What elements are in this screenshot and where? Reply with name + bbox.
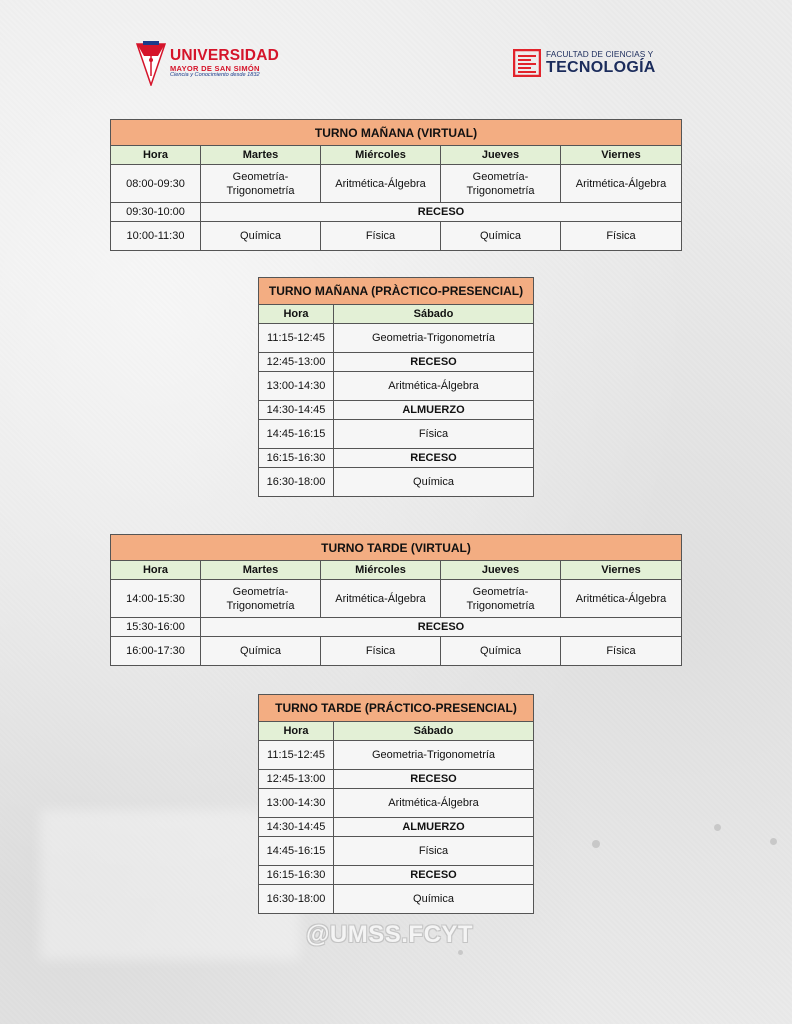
time-cell: 09:30-10:00 bbox=[111, 203, 201, 222]
column-header: Miércoles bbox=[321, 561, 441, 580]
table-row bbox=[259, 866, 534, 885]
decor-dot bbox=[714, 824, 721, 831]
fcyt-top-text: FACULTAD DE CIENCIAS Y bbox=[546, 49, 654, 59]
social-handle: @UMSS.FCYT bbox=[306, 921, 474, 948]
time-cell: 14:00-15:30 bbox=[111, 580, 201, 618]
column-header: Hora bbox=[259, 722, 334, 741]
subject-cell: Física bbox=[334, 420, 534, 449]
morning-virtual-table bbox=[110, 119, 682, 251]
time-cell: 15:30-16:00 bbox=[111, 618, 201, 637]
subject-cell: Geometria-Trigonometría bbox=[334, 324, 534, 353]
time-cell: 11:15-12:45 bbox=[259, 741, 334, 770]
lunch-cell: ALMUERZO bbox=[334, 401, 534, 420]
decor-dot bbox=[458, 950, 463, 955]
table-row bbox=[259, 372, 534, 401]
time-cell: 12:45-13:00 bbox=[259, 353, 334, 372]
column-header: Martes bbox=[201, 561, 321, 580]
break-cell: RECESO bbox=[201, 618, 682, 637]
column-header: Jueves bbox=[441, 561, 561, 580]
table-title: TURNO TARDE (VIRTUAL) bbox=[111, 535, 682, 561]
table-row bbox=[259, 468, 534, 497]
umss-shield-icon bbox=[136, 40, 166, 86]
column-header: Viernes bbox=[561, 146, 682, 165]
break-cell: RECESO bbox=[334, 866, 534, 885]
column-header: Martes bbox=[201, 146, 321, 165]
subject-cell: Geometría-Trigonometría bbox=[441, 580, 561, 618]
column-header: Miércoles bbox=[321, 146, 441, 165]
umss-tagline: Ciencia y Conocimiento desde 1832 bbox=[170, 72, 260, 78]
break-cell: RECESO bbox=[334, 449, 534, 468]
decor-dot bbox=[770, 838, 777, 845]
table-row bbox=[259, 353, 534, 372]
morning-presencial-table bbox=[258, 277, 534, 497]
time-cell: 16:15-16:30 bbox=[259, 866, 334, 885]
fcyt-mark-icon bbox=[513, 49, 541, 77]
table-row bbox=[111, 203, 682, 222]
subject-cell: Física bbox=[334, 837, 534, 866]
break-cell: RECESO bbox=[201, 203, 682, 222]
break-cell: RECESO bbox=[334, 770, 534, 789]
table-title: TURNO TARDE (PRÁCTICO-PRESENCIAL) bbox=[259, 695, 534, 722]
time-cell: 12:45-13:00 bbox=[259, 770, 334, 789]
time-cell: 16:30-18:00 bbox=[259, 885, 334, 914]
subject-cell: Aritmética-Álgebra bbox=[334, 789, 534, 818]
table-row bbox=[111, 222, 682, 251]
umss-title: UNIVERSIDAD bbox=[170, 47, 279, 64]
table-row bbox=[259, 401, 534, 420]
column-header: Hora bbox=[259, 305, 334, 324]
table-row bbox=[259, 770, 534, 789]
table-row bbox=[259, 420, 534, 449]
time-cell: 14:45-16:15 bbox=[259, 837, 334, 866]
column-header: Sábado bbox=[334, 305, 534, 324]
table-row bbox=[111, 165, 682, 203]
umss-subtitle: MAYOR DE SAN SIMÓN bbox=[170, 63, 260, 73]
time-cell: 16:00-17:30 bbox=[111, 637, 201, 666]
table-row bbox=[259, 789, 534, 818]
subject-cell: Geometria-Trigonometría bbox=[334, 741, 534, 770]
afternoon-presencial-table bbox=[258, 694, 534, 914]
subject-cell: Física bbox=[321, 222, 441, 251]
column-header: Hora bbox=[111, 561, 201, 580]
subject-cell: Aritmética-Álgebra bbox=[321, 165, 441, 203]
subject-cell: Geometría-Trigonometría bbox=[201, 580, 321, 618]
table-row bbox=[259, 837, 534, 866]
time-cell: 11:15-12:45 bbox=[259, 324, 334, 353]
time-cell: 14:30-14:45 bbox=[259, 818, 334, 837]
column-header: Jueves bbox=[441, 146, 561, 165]
table-row bbox=[259, 741, 534, 770]
column-header: Viernes bbox=[561, 561, 682, 580]
table-row bbox=[111, 618, 682, 637]
subject-cell: Química bbox=[201, 637, 321, 666]
table-row bbox=[259, 818, 534, 837]
time-cell: 10:00-11:30 bbox=[111, 222, 201, 251]
subject-cell: Física bbox=[561, 637, 682, 666]
subject-cell: Química bbox=[334, 468, 534, 497]
time-cell: 16:30-18:00 bbox=[259, 468, 334, 497]
subject-cell: Química bbox=[201, 222, 321, 251]
subject-cell: Física bbox=[561, 222, 682, 251]
time-cell: 08:00-09:30 bbox=[111, 165, 201, 203]
subject-cell: Aritmética-Álgebra bbox=[561, 165, 682, 203]
time-cell: 14:30-14:45 bbox=[259, 401, 334, 420]
subject-cell: Aritmética-Álgebra bbox=[334, 372, 534, 401]
subject-cell: Aritmética-Álgebra bbox=[561, 580, 682, 618]
subject-cell: Química bbox=[441, 222, 561, 251]
subject-cell: Química bbox=[334, 885, 534, 914]
umss-logo bbox=[136, 40, 286, 88]
subject-cell: Geometría-Trigonometría bbox=[441, 165, 561, 203]
subject-cell: Geometría-Trigonometría bbox=[201, 165, 321, 203]
afternoon-virtual-table bbox=[110, 534, 682, 666]
fcyt-logo bbox=[513, 47, 658, 81]
break-cell: RECESO bbox=[334, 353, 534, 372]
table-row bbox=[259, 449, 534, 468]
lunch-cell: ALMUERZO bbox=[334, 818, 534, 837]
table-title: TURNO MAÑANA (VIRTUAL) bbox=[111, 120, 682, 146]
time-cell: 16:15-16:30 bbox=[259, 449, 334, 468]
column-header: Hora bbox=[111, 146, 201, 165]
table-row bbox=[259, 885, 534, 914]
table-row bbox=[111, 637, 682, 666]
fcyt-main-text: TECNOLOGÍA bbox=[546, 59, 656, 77]
time-cell: 13:00-14:30 bbox=[259, 372, 334, 401]
table-title: TURNO MAÑANA (PRÀCTICO-PRESENCIAL) bbox=[259, 278, 534, 305]
table-row bbox=[111, 580, 682, 618]
subject-cell: Aritmética-Álgebra bbox=[321, 580, 441, 618]
column-header: Sábado bbox=[334, 722, 534, 741]
time-cell: 13:00-14:30 bbox=[259, 789, 334, 818]
subject-cell: Química bbox=[441, 637, 561, 666]
time-cell: 14:45-16:15 bbox=[259, 420, 334, 449]
table-row bbox=[259, 324, 534, 353]
decor-dot bbox=[592, 840, 600, 848]
subject-cell: Física bbox=[321, 637, 441, 666]
